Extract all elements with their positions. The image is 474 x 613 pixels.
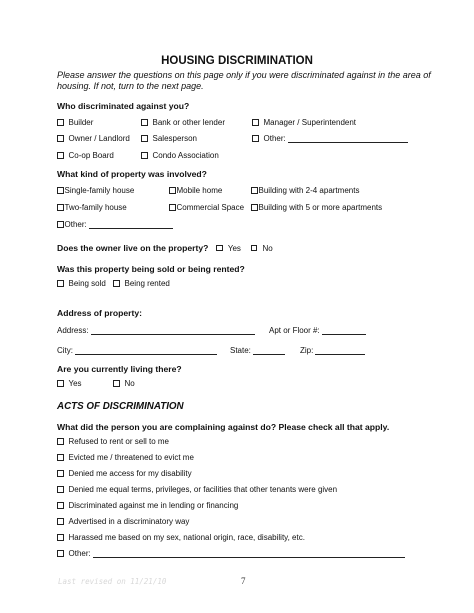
act-checkbox[interactable] (57, 438, 64, 445)
act-item[interactable]: Denied me equal terms, privileges, or facilities that other tenants were given (57, 485, 337, 494)
manager-option[interactable]: Manager / Superintendent (252, 118, 356, 127)
owner-live-yes-checkbox[interactable] (216, 245, 223, 252)
who-other-checkbox[interactable] (252, 135, 259, 142)
apt-5-option[interactable]: Building with 5 or more apartments (251, 203, 382, 212)
living-question: Are you currently living there? (57, 364, 182, 374)
act-item[interactable]: Harassed me based on my sex, national origin, race, disability, etc. (57, 533, 305, 542)
living-yes-checkbox[interactable] (57, 380, 64, 387)
manager-checkbox[interactable] (252, 119, 259, 126)
owner-checkbox[interactable] (57, 135, 64, 142)
being-sold-option[interactable]: Being sold (57, 279, 106, 288)
intro-text: Please answer the questions on this page only if you were discriminated against in the area of housing. If not, turn to the next page. (57, 70, 431, 91)
being-rented-checkbox[interactable] (113, 280, 120, 287)
act-checkbox[interactable] (57, 518, 64, 525)
salesperson-checkbox[interactable] (141, 135, 148, 142)
city-field[interactable] (75, 346, 217, 355)
act-checkbox[interactable] (57, 454, 64, 461)
coop-checkbox[interactable] (57, 152, 64, 159)
act-item[interactable]: Advertised in a discriminatory way (57, 517, 189, 526)
property-other-field[interactable] (89, 220, 173, 229)
salesperson-option[interactable]: Salesperson (141, 134, 197, 143)
acts-question: What did the person you are complaining against do? Please check all that apply. (57, 422, 390, 432)
apt-2-4-checkbox[interactable] (251, 187, 258, 194)
two-family-checkbox[interactable] (57, 204, 64, 211)
coop-option[interactable]: Co-op Board (57, 151, 114, 160)
condo-checkbox[interactable] (141, 152, 148, 159)
address-row: Address: (57, 326, 255, 335)
being-sold-checkbox[interactable] (57, 280, 64, 287)
owner-live-question: Does the owner live on the property? (57, 243, 209, 253)
builder-option[interactable]: Builder (57, 118, 93, 127)
city-row: City: (57, 346, 217, 355)
living-yes-option[interactable]: Yes (57, 379, 82, 388)
act-item[interactable]: Denied me access for my disability (57, 469, 192, 478)
apt-2-4-option[interactable]: Building with 2-4 apartments (251, 186, 359, 195)
page-title: HOUSING DISCRIMINATION (161, 55, 313, 67)
property-kind-question: What kind of property was involved? (57, 169, 207, 179)
state-field[interactable] (253, 346, 285, 355)
apt-5-checkbox[interactable] (251, 204, 258, 211)
zip-field[interactable] (315, 346, 365, 355)
bank-option[interactable]: Bank or other lender (141, 118, 225, 127)
zip-row: Zip: (300, 346, 365, 355)
living-no-checkbox[interactable] (113, 380, 120, 387)
commercial-option[interactable]: Commercial Space (169, 203, 244, 212)
bank-checkbox[interactable] (141, 119, 148, 126)
act-item[interactable]: Discriminated against me in lending or financing (57, 501, 238, 510)
mobile-home-option[interactable]: Mobile home (169, 186, 222, 195)
act-other-checkbox[interactable] (57, 550, 64, 557)
apt-field[interactable] (322, 326, 366, 335)
who-other-field[interactable] (288, 134, 408, 143)
acts-heading: ACTS OF DISCRIMINATION (57, 401, 184, 412)
act-other-field[interactable] (93, 549, 405, 558)
apt-row: Apt or Floor #: (269, 326, 366, 335)
act-item[interactable]: Refused to rent or sell to me (57, 437, 169, 446)
single-family-checkbox[interactable] (57, 187, 64, 194)
act-checkbox[interactable] (57, 534, 64, 541)
property-other-checkbox[interactable] (57, 221, 64, 228)
condo-option[interactable]: Condo Association (141, 151, 219, 160)
state-row: State: (230, 346, 285, 355)
act-other-option[interactable]: Other: (57, 549, 405, 558)
who-question: Who discriminated against you? (57, 101, 190, 111)
property-other-option[interactable]: Other: (57, 220, 173, 229)
act-item[interactable]: Evicted me / threatened to evict me (57, 453, 194, 462)
two-family-option[interactable]: Two-family house (57, 203, 127, 212)
single-family-option[interactable]: Single-family house (57, 186, 134, 195)
address-field[interactable] (91, 326, 255, 335)
builder-checkbox[interactable] (57, 119, 64, 126)
act-checkbox[interactable] (57, 486, 64, 493)
living-no-option[interactable]: No (113, 379, 135, 388)
who-other-option[interactable]: Other: (252, 134, 408, 143)
revision-note: Last revised on 11/21/10 (58, 577, 167, 586)
mobile-home-checkbox[interactable] (169, 187, 176, 194)
sold-rented-question: Was this property being sold or being rented? (57, 264, 245, 274)
commercial-checkbox[interactable] (169, 204, 176, 211)
address-heading: Address of property: (57, 308, 142, 318)
act-checkbox[interactable] (57, 502, 64, 509)
being-rented-option[interactable]: Being rented (113, 279, 170, 288)
page-number: 7 (241, 576, 246, 586)
act-checkbox[interactable] (57, 470, 64, 477)
owner-option[interactable]: Owner / Landlord (57, 134, 130, 143)
owner-live-row: Does the owner live on the property? Yes No (57, 243, 273, 253)
owner-live-no-checkbox[interactable] (251, 245, 258, 252)
